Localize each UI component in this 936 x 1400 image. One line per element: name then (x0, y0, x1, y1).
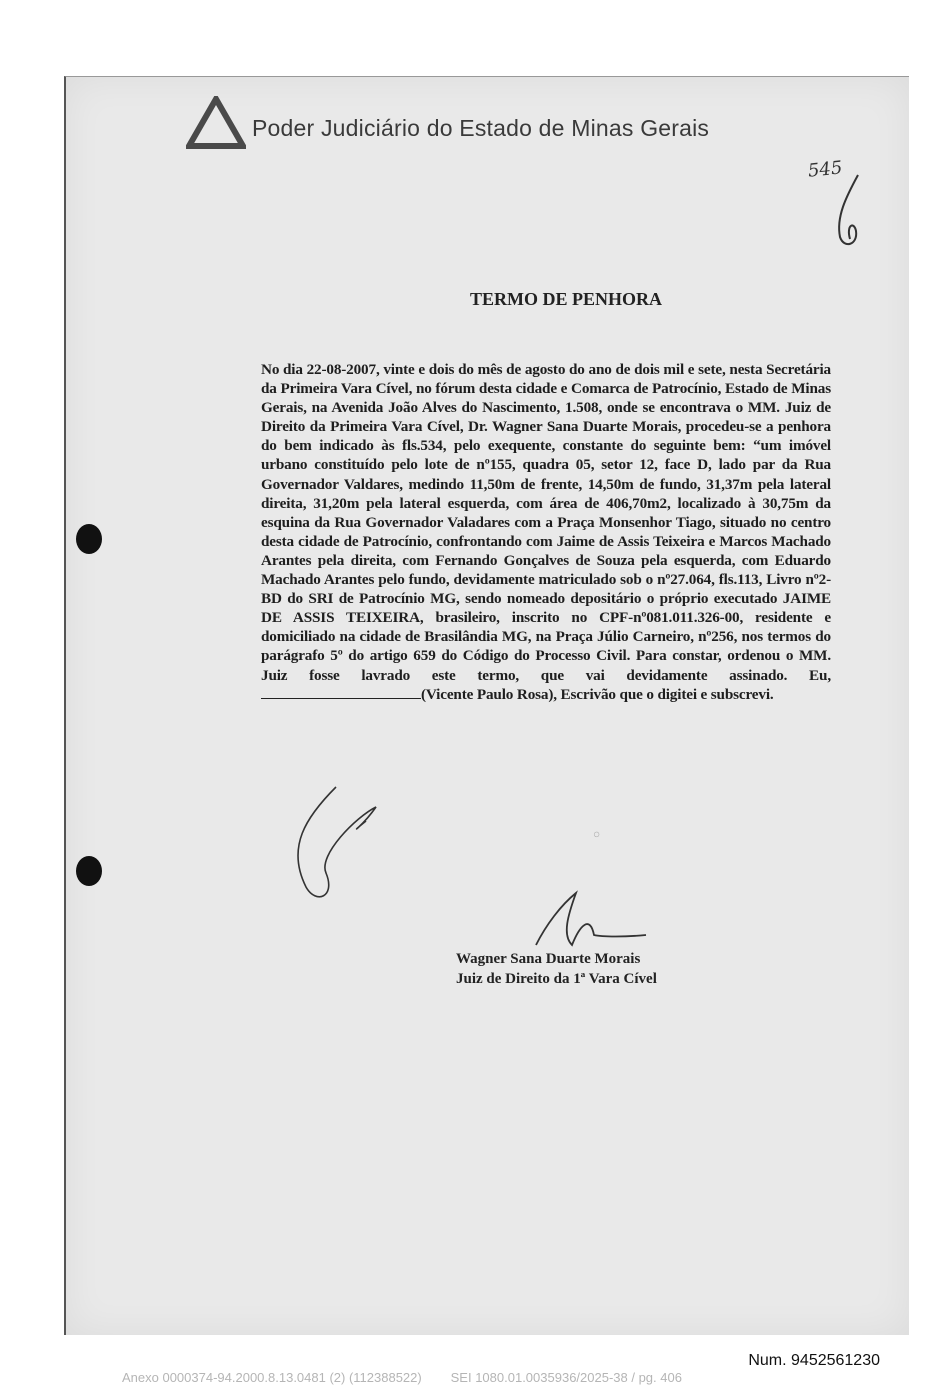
document-body (261, 360, 831, 704)
letterhead (186, 95, 709, 151)
institution-name: Poder Judiciário do Estado de Minas Gerais (252, 114, 710, 141)
document-number: Num. 9452561230 (748, 1352, 880, 1369)
body-end-text: (Vicente Paulo Rosa), Escrivão que o digitei e subscrevi. (421, 685, 774, 703)
clerk-signature-scribble (266, 777, 406, 917)
body-paragraph (261, 360, 831, 704)
handwritten-initial-mark (806, 167, 876, 257)
faint-stamp: ○ (592, 826, 602, 842)
scanned-page (64, 76, 909, 1335)
judge-name: Wagner Sana Duarte Morais (456, 951, 641, 967)
triangle-logo-icon (186, 96, 246, 150)
handwritten-page-number: 545 (806, 157, 844, 182)
signature-line (261, 698, 421, 699)
footer-metadata (122, 1370, 682, 1385)
footer-annex: Anexo 0000374-94.2000.8.13.0481 (2) (112388522) (122, 1370, 422, 1385)
punch-hole-top (76, 524, 102, 554)
signature-block (456, 949, 657, 989)
footer-sei: SEI 1080.01.0035936/2025-38 / pg. 406 (450, 1370, 682, 1385)
body-main-text: No dia 22-08-2007, vinte e dois do mês de agosto do ano de dois mil e sete, nesta Secretária da Primeira Vara Cível, no fórum desta cidade e Comarca de Patrocínio, Estado de Minas Gerais, na Avenida João Alves do Nascimento, 1.508, onde se encontrava o MM. Juiz de Direito da Primeira Vara Cível, Dr. Wagner Sana Duarte Morais, procedeu-se a penhora do bem indicado às fls.534, pelo exequente, constante do seguinte bem: “um imóvel urbano constituído pelo lote de nº155, quadra 05, setor 12, face D, lado par da Rua Governador Valdares, medindo 11,50m de frente, 14,50m de fundo, 31,37m pela lateral direita, 31,20m pela lateral esquerda, com área de 406,70m2, localizado à 30,75m da esquina da Rua Governador Valadares com a Praça Monsenhor Tiago, situado no centro desta cidade de Patrocínio, confrontando com Jaime de Assis Teixeira e Marcos Machado Arantes pela direita, com Fernando Gonçalves de Souza pela esquerda, com Eduardo Machado Arantes pelo fundo, devidamente matriculado sob o nº27.064, fls.113, Livro nº2-BD do SRI de Patrocínio MG, sendo nomeado depositário o próprio executado JAIME DE ASSIS TEIXEIRA, brasileiro, inscrito no CPF-nº081.011.326-00, residente e domiciliado na cidade de Brasilândia MG, na Praça Júlio Carneiro, nº256, nos termos do parágrafo 5º do artigo 659 do Código do Processo Civil. Para constar, ordenou o MM. Juiz fosse lavrado este termo, que vai devidamente assinado. Eu, (261, 361, 831, 684)
punch-hole-bottom (76, 856, 102, 886)
document-title: TERMO DE PENHORA (469, 289, 662, 309)
judge-role: Juiz de Direito da 1ª Vara Cível (456, 971, 657, 987)
